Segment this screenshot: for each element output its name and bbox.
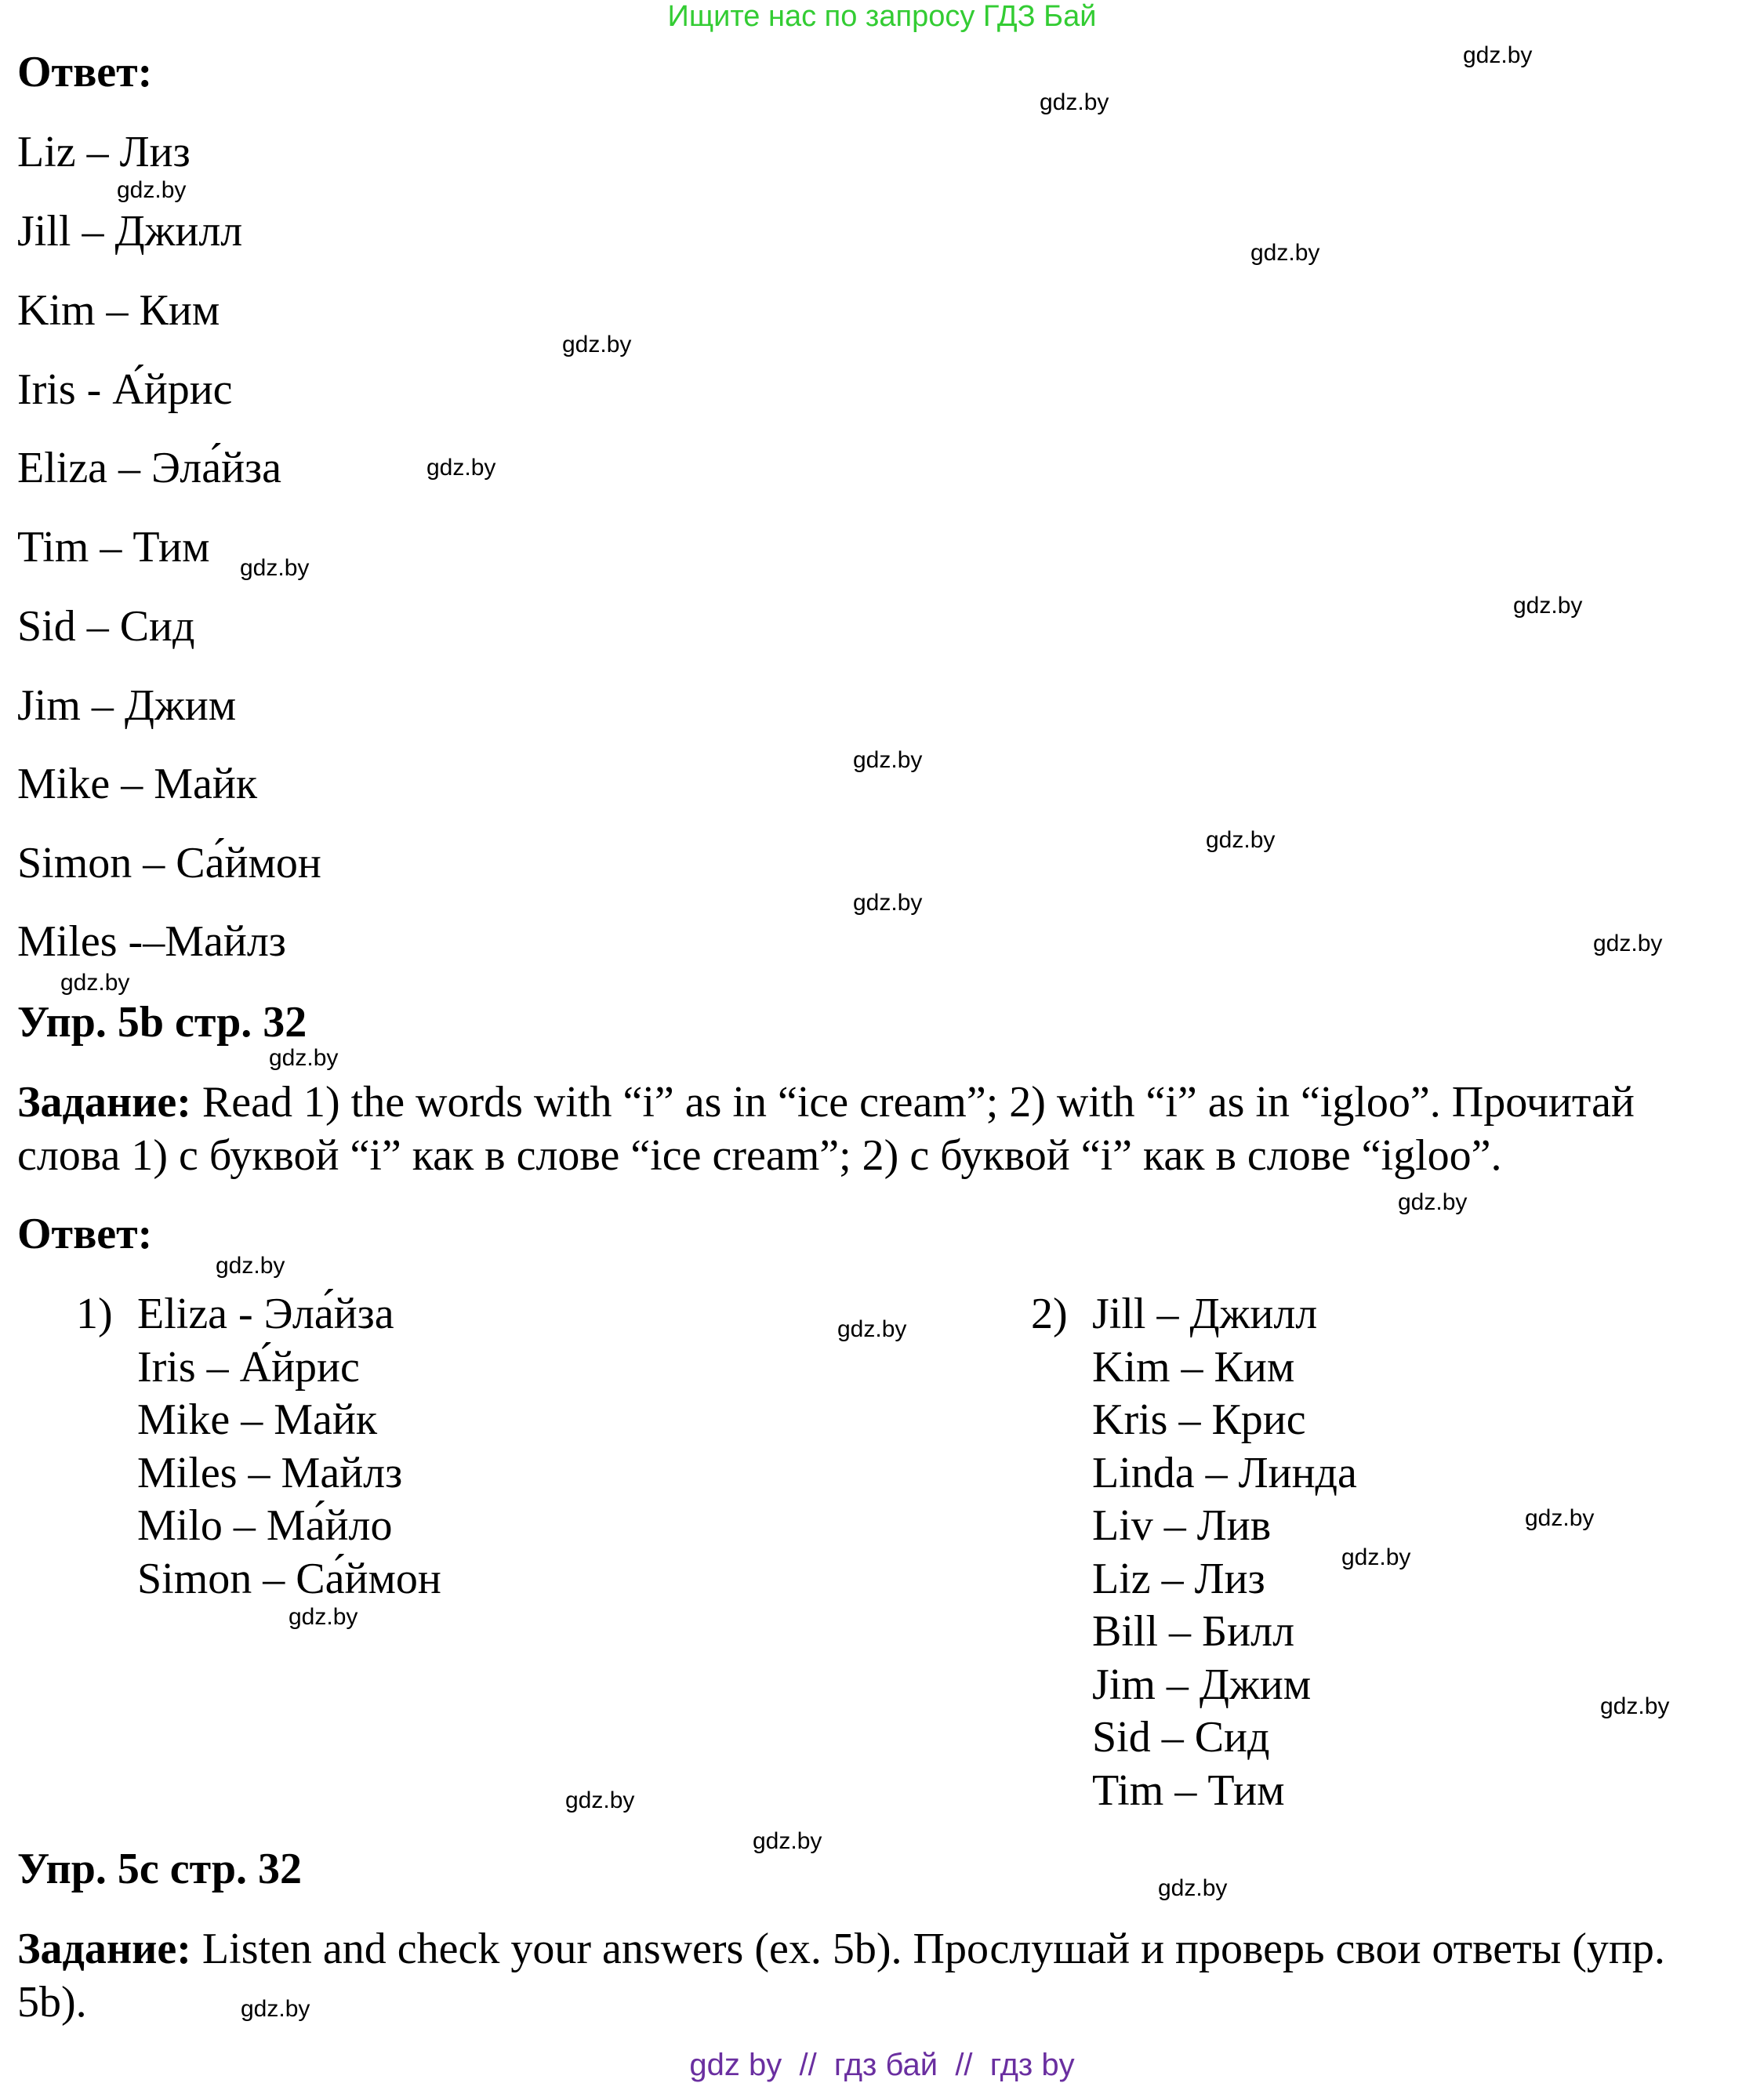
list-item: Liz – Лиз — [1092, 1554, 1265, 1603]
watermark: gdz.by — [1158, 1875, 1228, 1901]
answer-list-2 — [1031, 1288, 1357, 1817]
answer-heading: Ответ: — [17, 1210, 153, 1258]
exercise-5c-heading: Упр. 5c стр. 32 — [17, 1845, 302, 1893]
name-line: Miles -–Майлз — [17, 917, 286, 966]
list-item: Iris – А́йрис — [137, 1342, 360, 1392]
answer-heading: Ответ: — [17, 48, 153, 96]
name-line: Sid – Сид — [17, 602, 195, 651]
watermark: gdz.by — [216, 1253, 285, 1279]
watermark: gdz.by — [1525, 1505, 1595, 1531]
task-text: Listen and check your answers (ex. 5b). Прослушай и проверь свои ответы (упр. 5b). — [17, 1925, 1665, 2027]
watermark: gdz.by — [562, 332, 632, 357]
watermark: gdz.by — [1463, 42, 1533, 68]
list-item: Miles – Майлз — [137, 1448, 403, 1497]
watermark: gdz.by — [1600, 1693, 1670, 1719]
list-item: 1) Eliza - Эла́йза — [76, 1288, 441, 1341]
answer-list-1 — [76, 1288, 441, 1606]
list-item: Liv – Лив — [1092, 1501, 1272, 1550]
footer-banner: gdz by // гдз бай // гдз by — [689, 2048, 1075, 2082]
list-item: Sid – Сид — [1092, 1713, 1270, 1762]
watermark: gdz.by — [1040, 89, 1109, 115]
list-number: 1) — [76, 1290, 113, 1338]
header-banner: Ищите нас по запросу ГДЗ Бай — [667, 0, 1097, 33]
list-item: Bill – Билл — [1092, 1607, 1295, 1656]
watermark: gdz.by — [1398, 1189, 1468, 1215]
watermark: gdz.by — [1513, 593, 1583, 619]
watermark: gdz.by — [269, 1045, 339, 1071]
task-text: Read 1) the words with “i” as in “ice cream”; 2) with “i” as in “igloo”. Прочитай слова 1) с буквой “i” как в слове “ice cream”; 2) с буквой “i” как в слове “igloo”. — [17, 1078, 1635, 1180]
watermark: gdz.by — [853, 890, 923, 916]
name-line: Simon – Са́ймон — [17, 839, 321, 887]
list-number: 2) — [1031, 1290, 1068, 1338]
task-label: Задание: — [17, 1078, 191, 1127]
name-line: Jim – Джим — [17, 681, 237, 730]
list-item: Milo – Ма́йло — [137, 1501, 393, 1550]
name-line: Eliza – Эла́йза — [17, 444, 282, 492]
task-label: Задание: — [17, 1925, 191, 1973]
list-item: Kim – Ким — [1092, 1342, 1295, 1392]
name-line: Kim – Ким — [17, 286, 220, 335]
list-item: Simon – Са́ймон — [137, 1554, 441, 1603]
watermark: gdz.by — [117, 177, 187, 203]
watermark: gdz.by — [853, 747, 923, 773]
watermark: gdz.by — [60, 970, 130, 996]
name-line: Liz – Лиз — [17, 128, 191, 176]
watermark: gdz.by — [289, 1604, 358, 1630]
name-line: Mike – Майк — [17, 760, 258, 808]
watermark: gdz.by — [1206, 827, 1276, 853]
watermark: gdz.by — [241, 1996, 310, 2022]
list-item: Linda – Линда — [1092, 1448, 1357, 1497]
name-line: Jill – Джилл — [17, 207, 243, 256]
watermark: gdz.by — [1593, 931, 1663, 956]
watermark: gdz.by — [426, 455, 496, 481]
watermark: gdz.by — [565, 1787, 635, 1813]
exercise-5b-task — [17, 1076, 1742, 1182]
list-item: Kris – Крис — [1092, 1395, 1306, 1444]
list-item: Tim – Тим — [1092, 1765, 1285, 1815]
watermark: gdz.by — [753, 1828, 822, 1854]
exercise-5b-heading: Упр. 5b стр. 32 — [17, 998, 307, 1047]
watermark: gdz.by — [240, 555, 310, 581]
watermark: gdz.by — [1341, 1544, 1411, 1570]
watermark: gdz.by — [837, 1316, 907, 1342]
watermark: gdz.by — [1250, 240, 1320, 266]
list-item: Jim – Джим — [1092, 1660, 1312, 1709]
list-item: 2) Jill – Джилл — [1031, 1288, 1357, 1341]
name-line: Iris - А́йрис — [17, 365, 233, 414]
name-line: Tim – Тим — [17, 523, 210, 572]
list-item: Mike – Майк — [137, 1395, 378, 1444]
